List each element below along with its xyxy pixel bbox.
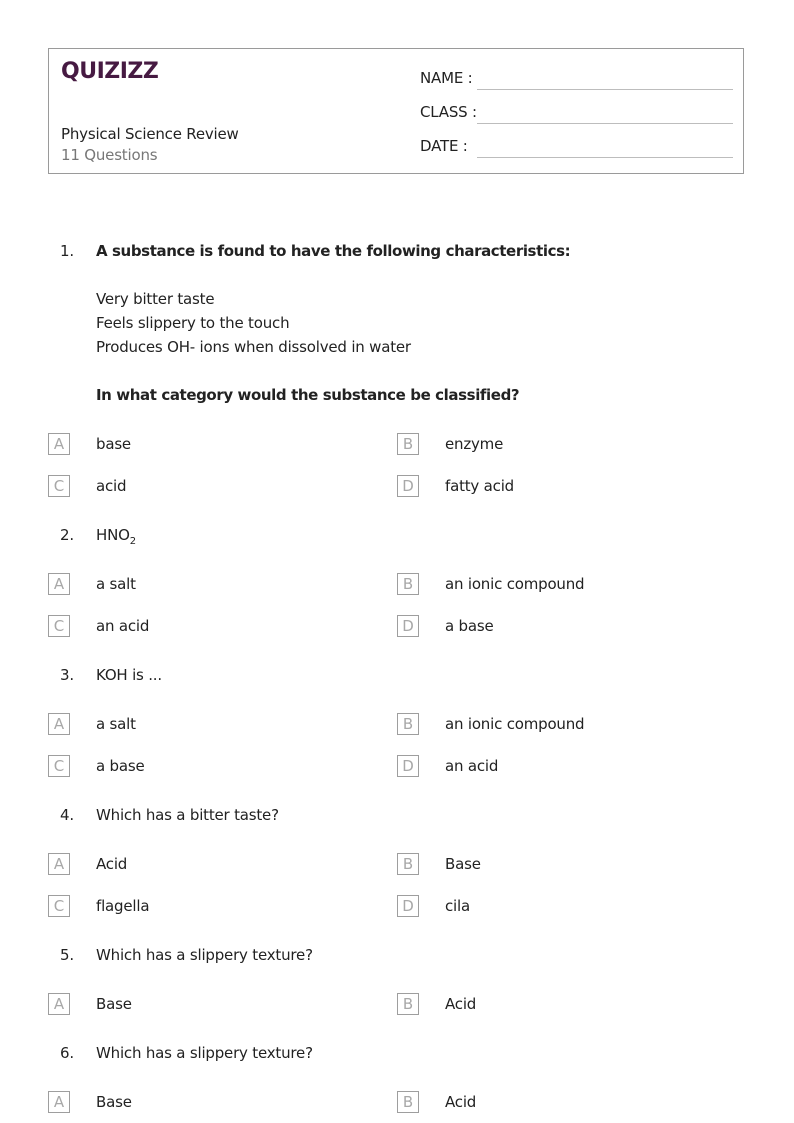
question-followup: In what category would the substance be classified? <box>96 386 520 404</box>
option-d-text[interactable]: an acid <box>445 757 499 775</box>
option-c-box[interactable]: C <box>48 615 70 637</box>
option-b-box[interactable]: B <box>397 573 419 595</box>
question-prompt: A substance is found to have the following characteristics: <box>96 242 571 260</box>
option-a-box[interactable]: A <box>48 433 70 455</box>
class-field[interactable] <box>477 123 733 124</box>
formula-subscript: 2 <box>129 536 136 547</box>
date-label: DATE : <box>420 137 468 155</box>
option-d-text[interactable]: a base <box>445 617 494 635</box>
question-number: 5. <box>60 946 74 964</box>
option-a-box[interactable]: A <box>48 573 70 595</box>
option-a-text[interactable]: Acid <box>96 855 128 873</box>
option-b-box[interactable]: B <box>397 713 419 735</box>
option-a-text[interactable]: Base <box>96 995 132 1013</box>
question-prompt: Which has a bitter taste? <box>96 806 279 824</box>
option-b-box[interactable]: B <box>397 993 419 1015</box>
question-detail-line: Feels slippery to the touch <box>96 314 290 332</box>
question-number: 1. <box>60 242 74 260</box>
option-c-box[interactable]: C <box>48 895 70 917</box>
option-a-text[interactable]: base <box>96 435 131 453</box>
option-a-box[interactable]: A <box>48 993 70 1015</box>
option-b-box[interactable]: B <box>397 1091 419 1113</box>
option-a-box[interactable]: A <box>48 853 70 875</box>
option-c-text[interactable]: a base <box>96 757 145 775</box>
question-prompt <box>96 526 136 547</box>
option-c-box[interactable]: C <box>48 475 70 497</box>
option-a-text[interactable]: a salt <box>96 575 136 593</box>
option-b-text[interactable]: an ionic compound <box>445 575 585 593</box>
question-number: 4. <box>60 806 74 824</box>
class-label: CLASS : <box>420 103 477 121</box>
worksheet-header <box>48 48 744 174</box>
option-d-box[interactable]: D <box>397 895 419 917</box>
option-a-text[interactable]: a salt <box>96 715 136 733</box>
question-number: 2. <box>60 526 74 544</box>
option-d-box[interactable]: D <box>397 755 419 777</box>
option-d-text[interactable]: fatty acid <box>445 477 515 495</box>
question-number: 6. <box>60 1044 74 1062</box>
option-c-box[interactable]: C <box>48 755 70 777</box>
worksheet-title: Physical Science Review <box>61 125 239 143</box>
option-b-box[interactable]: B <box>397 433 419 455</box>
option-b-text[interactable]: enzyme <box>445 435 504 453</box>
option-a-text[interactable]: Base <box>96 1093 132 1111</box>
question-number: 3. <box>60 666 74 684</box>
option-d-text[interactable]: cila <box>445 897 470 915</box>
date-field[interactable] <box>477 157 733 158</box>
option-a-box[interactable]: A <box>48 713 70 735</box>
option-b-box[interactable]: B <box>397 853 419 875</box>
option-d-box[interactable]: D <box>397 615 419 637</box>
name-field[interactable] <box>477 89 733 90</box>
option-c-text[interactable]: an acid <box>96 617 150 635</box>
question-prompt: KOH is ... <box>96 666 162 684</box>
option-a-box[interactable]: A <box>48 1091 70 1113</box>
option-d-box[interactable]: D <box>397 475 419 497</box>
option-b-text[interactable]: an ionic compound <box>445 715 585 733</box>
question-prompt: Which has a slippery texture? <box>96 1044 313 1062</box>
question-prompt: Which has a slippery texture? <box>96 946 313 964</box>
option-b-text[interactable]: Base <box>445 855 481 873</box>
formula-main: HNO <box>96 526 130 544</box>
question-detail-line: Produces OH- ions when dissolved in water <box>96 338 411 356</box>
question-detail-line: Very bitter taste <box>96 290 215 308</box>
question-count: 11 Questions <box>61 146 158 164</box>
quizizz-logo: QUIZIZZ <box>61 59 159 84</box>
option-c-text[interactable]: flagella <box>96 897 150 915</box>
name-label: NAME : <box>420 69 473 87</box>
option-b-text[interactable]: Acid <box>445 995 477 1013</box>
option-c-text[interactable]: acid <box>96 477 127 495</box>
option-b-text[interactable]: Acid <box>445 1093 477 1111</box>
